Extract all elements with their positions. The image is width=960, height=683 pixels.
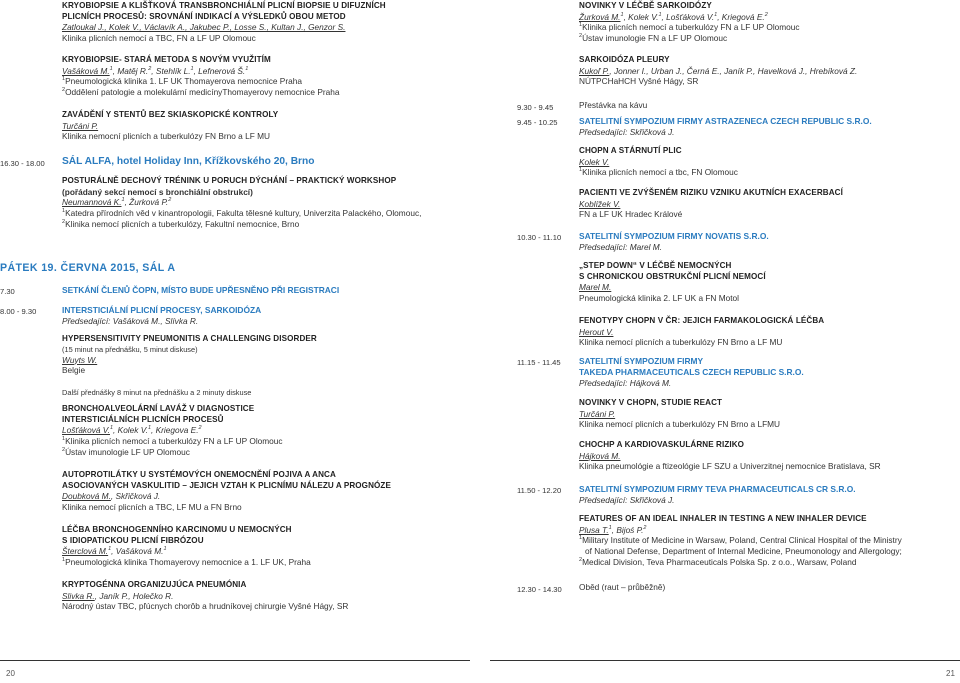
author-sup: 1: [190, 65, 194, 72]
talk-title: CHOPN A STÁRNUTÍ PLIC: [579, 146, 682, 155]
author: Vašáková M.: [62, 65, 110, 76]
author-sup: 2: [168, 197, 172, 204]
author-sup: 1: [163, 546, 167, 553]
talk-authors: Turčáni P.: [62, 120, 99, 131]
session-time: 10.30 - 11.10: [517, 233, 562, 242]
talk-authors: [62, 546, 470, 557]
aff-text: Klinika plicních nemocí a tbc, FN Olomouc: [582, 167, 738, 178]
aff-text: Klinika plicních nemocí a tuberkulózy FN a LF UP Olomouc: [65, 435, 283, 446]
talk-title: PACIENTI VE ZVÝŠENÉM RIZIKU VZNIKU AKUTNÍCH EXACERBACÍ: [579, 188, 843, 197]
talk-title: BRONCHOALVEOLÁRNÍ LAVÁŽ V DIAGNOSTICE: [62, 404, 255, 413]
aff-sup: 2: [62, 87, 66, 94]
author-sup: 2: [643, 524, 647, 531]
session-novartis: [579, 231, 957, 253]
talk-authors: Turčáni P.: [579, 408, 616, 419]
author-sup: 2: [198, 425, 202, 432]
aff-sup: 1: [579, 535, 583, 542]
aff-text: Oddělení patologie a molekulární medicínyThomayerovy nemocnice Praha: [65, 87, 340, 98]
author: , Kolek V.: [113, 425, 148, 436]
talk-title: POSTURÁLNĚ DECHOVÝ TRÉNINK U PORUCH DÝCHÁNÍ – PRAKTICKÝ WORKSHOP: [62, 176, 397, 185]
author: Žurková M.: [579, 11, 621, 22]
venue-heading: SÁL ALFA, hotel Holiday Inn, Křížkovského 20, Brno: [62, 156, 315, 167]
talk-step-down: [579, 261, 957, 304]
session-time: 9.45 - 10.25: [517, 118, 558, 127]
talk-hypersensitivity: [62, 334, 470, 376]
lunch-break: Oběd (raut – průběžně): [579, 582, 666, 592]
talk-affiliation: Klinika nemocí plicních a TBC, LF MU a FN Brno: [62, 501, 242, 512]
talk-authors: Wuyts W.: [62, 354, 98, 365]
aff-sup: 2: [62, 447, 66, 454]
talk-authors: [579, 66, 957, 77]
talk-affiliation: [62, 447, 470, 458]
author-sup: 1: [108, 546, 112, 553]
author: Doubková M.: [62, 491, 111, 502]
talk-authors: [62, 591, 470, 602]
author: , Stehlík L.: [151, 65, 191, 76]
author-sup: 2: [148, 65, 152, 72]
session-chair: Předsedající: Skřičková J.: [579, 495, 675, 505]
aff-text: Katedra přírodních věd v kinantropologii, Fakulta tělesné kultury, Univerzita Palackého, Olomouc,: [65, 208, 422, 219]
author-sup: 1: [658, 11, 662, 18]
footer-rule: [0, 660, 470, 661]
talk-authors: [579, 12, 957, 23]
talk-affiliation: Klinika nemocní plicních a tuberkulózy FN Brno a LF MU: [62, 131, 270, 142]
author: Kukoľ P.: [579, 65, 610, 76]
session-title: SATELITNÍ SYMPOZIUM FIRMY TEVA PHARMACEUTICALS CR S.R.O.: [579, 484, 856, 494]
talk-affiliation: NÚTPCHaHCH Vyšné Hágy, SR: [579, 76, 699, 87]
author-sup: 1: [714, 11, 718, 18]
author: , Skřičková J.: [110, 491, 161, 502]
author: , Jonner I., Urban J., Černá E., Janík P., Havelková J., Hrebíková Z.: [609, 65, 858, 76]
author: , Matěj R.: [112, 65, 149, 76]
coffee-break: Přestávka na kávu: [579, 100, 648, 110]
author: , Kolek V.: [623, 11, 659, 22]
page-number: 20: [6, 669, 15, 678]
session-title: SATELITNÍ SYMPOZIUM FIRMY: [579, 356, 704, 366]
talk-affiliation: Klinika pneumológie a ftizeológie LF SZU a Univerzitnej nemocnice Bratislava, SR: [579, 461, 881, 472]
aff-text: Klinika plicních nemocí a tuberkulózy FN a LF UP Olomouc: [582, 22, 800, 33]
aff-sup: 2: [579, 33, 583, 40]
session-time: 12.30 - 14.30: [517, 585, 562, 594]
session-title: SATELITNÍ SYMPOZIUM FIRMY ASTRAZENECA CZECH REPUBLIC S.R.O.: [579, 116, 872, 126]
aff-sup: 1: [579, 22, 583, 29]
aff-text: Klinika nemocí plicních a tuberkulózy, Fakultní nemocnice, Brno: [65, 218, 300, 229]
talk-affiliation: FN a LF UK Hradec Králové: [579, 209, 683, 220]
session-astrazeneca: [579, 116, 957, 138]
aff-text: Ústav imunologie FN a LF UP Olomouc: [582, 33, 728, 44]
talk-title: PLICNÍCH PROCESŮ: SROVNÁNÍ INDIKACÍ A VÝSLEDKŮ OBOU METOD: [62, 11, 346, 21]
talk-authors: Marel M.: [579, 282, 612, 293]
talk-authors: [62, 491, 470, 502]
talk-affiliation: [579, 557, 957, 568]
talk-title: NOVINKY V CHOPN, STUDIE REACT: [579, 398, 723, 407]
aff-text: Military Institute of Medicine in Warsaw, Poland, Central Clinical Hospital of the Ministry: [582, 535, 902, 546]
talk-copd-phenotypes: [579, 316, 957, 348]
session-interstitial: [62, 305, 470, 327]
talk-affiliation: of National Defense, Department of Internal Medicine, Pneumonology and Allergology;: [585, 546, 902, 557]
talk-affiliation: Klinika plicních nemocí a TBC, FN a LF UP Olomouc: [62, 32, 256, 43]
session-title: TAKEDA PHARMACEUTICALS CZECH REPUBLIC S.R.O.: [579, 367, 804, 377]
aff-sup: 2: [62, 219, 66, 226]
talk-title: CHOCHP A KARDIOVASKULÁRNE RIZIKO: [579, 440, 745, 449]
author: , Bijoś P.: [611, 524, 644, 535]
author: , Kriegova E.: [151, 425, 199, 436]
talk-title: S IDIOPATICKOU PLICNÍ FIBRÓZOU: [62, 535, 204, 545]
session-time: 11.15 - 11.45: [517, 358, 561, 367]
talk-affiliation: Národný ústav TBC, pľúcnych chorôb a hrudníkovej chirurgie Vyšné Hágy, SR: [62, 601, 349, 612]
talk-title: INTERSTICIÁLNÍCH PLICNÍCH PROCESŮ: [62, 414, 224, 424]
author: Šterclová M.: [62, 546, 109, 557]
session-takeda: [579, 356, 957, 389]
author: , Janík P., Holečko R.: [94, 590, 174, 601]
author: Slivka R.: [62, 590, 95, 601]
talk-affiliation: [579, 167, 957, 178]
aff-sup: 1: [62, 557, 66, 564]
talk-copd-aging: [579, 146, 957, 178]
talk-affiliation: [579, 33, 957, 44]
talk-affiliation: [62, 557, 470, 568]
session-chair: Předsedající: Vašáková M., Slívka R.: [62, 316, 199, 326]
talk-title: NOVINKY V LÉČBĚ SARKOIDÓZY: [579, 1, 712, 10]
session-teva: [579, 484, 957, 506]
aff-sup: 1: [62, 208, 66, 215]
aff-sup: 1: [62, 436, 66, 443]
author: , Kriegová E.: [717, 11, 765, 22]
talk-authors: Kolek V.: [579, 156, 610, 167]
talk-bronchogenic-carcinoma: [62, 525, 470, 568]
talk-cryptogenic-pneumonia: [62, 580, 470, 612]
talk-affiliation: [62, 219, 470, 230]
talk-affiliation: Pneumologická klinika 2. LF UK a FN Motol: [579, 292, 740, 303]
author: Lošťáková V.: [62, 425, 110, 436]
talk-title: S CHRONICKOU OBSTRUKČNÍ PLICNÍ NEMOCÍ: [579, 271, 766, 281]
talk-affiliation: Klinika nemocí plicních a tuberkulózy FN Brno a LF MU: [579, 337, 783, 348]
page-number: 21: [946, 669, 955, 678]
talk-subtitle: (pořádaný sekcí nemocí s bronchiální obstrukcí): [62, 186, 253, 197]
session-time: 16.30 - 18.00: [0, 159, 45, 168]
talk-authors: Koblížek V.: [579, 198, 621, 209]
session-title: SATELITNÍ SYMPOZIUM FIRMY NOVATIS S.R.O.: [579, 231, 769, 241]
talk-affiliation: Belgie: [62, 365, 86, 376]
talk-title: KRYOBIOPSIE A KLIŠŤKOVÁ TRANSBRONCHIÁLNÍ PLICNÍ BIOPSIE U DIFUZNÍCH: [62, 1, 386, 10]
talk-title: HYPERSENSITIVITY PNEUMONITIS A CHALLENGING DISORDER: [62, 334, 317, 343]
aff-text: Pneumologická klinika 1. LF UK Thomayerova nemocnice Praha: [65, 76, 302, 87]
talk-affiliation: [579, 535, 957, 546]
session-title: SETKÁNÍ ČLENŮ ČOPN, MÍSTO BUDE UPŘESNĚNO PŘI REGISTRACI: [62, 285, 340, 295]
session-chair: Předsedající: Hájková M.: [579, 378, 672, 388]
talk-exacerbation-risk: [579, 188, 957, 220]
aff-sup: 2: [579, 557, 583, 564]
talk-title: SARKOIDÓZA PLEURY: [579, 55, 670, 64]
talk-bal: [62, 404, 470, 458]
session-time: 7.30: [0, 287, 15, 296]
talk-title: ASOCIOVANÝCH VASKULITID – JEJICH VZTAH K PLICNÍMU NÁLEZU A PROGNÓZE: [62, 480, 391, 490]
talk-title: KRYOBIOPSIE- STARÁ METODA S NOVÝM VYUŽITÍM: [62, 55, 271, 64]
author-sup: 1: [147, 425, 152, 432]
aff-sup: 1: [579, 167, 583, 174]
author-sup: 2: [764, 11, 768, 18]
author-sup: 1: [121, 197, 125, 204]
talk-affiliation: [62, 208, 470, 219]
author: , Žurková P.: [124, 197, 169, 208]
author: , Lošťáková V.: [661, 11, 715, 22]
talk-subtitle: (15 minut na přednášku, 5 minut diskuse): [62, 344, 198, 354]
session-time: 9.30 - 9.45: [517, 103, 554, 112]
author: , Lefnerová Š.: [193, 65, 246, 76]
talk-authors: [579, 525, 957, 536]
talk-kryobiopsie-comparison: [62, 1, 470, 44]
talk-y-stents: [62, 110, 470, 142]
session-chair: Předsedající: Skřičková J.: [579, 127, 675, 137]
talk-title: AUTOPROTILÁTKY U SYSTÉMOVÝCH ONEMOCNĚNÍ POJIVA A ANCA: [62, 470, 336, 479]
author-sup: 1: [608, 524, 612, 531]
session-time: 11.50 - 12.20: [517, 486, 562, 495]
aff-text: Medical Division, Teva Pharmaceuticals Polska Sp. z o.o., Warsaw, Poland: [582, 556, 857, 567]
talk-title: „STEP DOWN“ V LÉČBĚ NEMOCNÝCH: [579, 261, 732, 270]
talk-title: LÉČBA BRONCHOGENNÍHO KARCINOMU U NEMOCNÝCH: [62, 525, 292, 534]
talk-authors: [62, 425, 470, 436]
talk-cardio-risk: [579, 440, 957, 472]
session-title: INTERSTICIÁLNÍ PLICNÍ PROCESY, SARKOIDÓZA: [62, 305, 262, 315]
talk-title: KRYPTOGÉNNA ORGANIZUJÚCA PNEUMÓNIA: [62, 580, 247, 589]
aff-text: Ústav imunologie LF UP Olomouc: [65, 446, 190, 457]
talk-affiliation: [62, 76, 470, 87]
talk-pleural-sarcoidosis: [579, 55, 957, 87]
day-heading: PÁTEK 19. ČERVNA 2015, SÁL A: [0, 262, 176, 274]
aff-text: Pneumologická klinika Thomayerovy nemocnice a 1. LF UK, Praha: [65, 556, 311, 567]
author-sup: 1: [109, 65, 113, 72]
talk-ideal-inhaler: [579, 514, 957, 568]
author: Neumannová K.: [62, 197, 122, 208]
session-time: 8.00 - 9.30: [0, 307, 37, 316]
talk-authors: Herout V.: [579, 326, 614, 337]
talk-breathing-workshop: [62, 176, 470, 230]
footer-rule: [490, 660, 960, 661]
talk-autoantibodies: [62, 470, 470, 513]
talk-affiliation: [579, 22, 957, 33]
talk-authors: [62, 197, 470, 208]
talk-title: ZAVÁDĚNÍ Y STENTŮ BEZ SKIASKOPICKÉ KONTROLY: [62, 110, 279, 119]
talk-kryobiopsie-new-use: [62, 55, 470, 98]
author-sup: 1: [245, 65, 249, 72]
talk-authors: Zatloukal J., Kolek V., Václavík A., Jakubec P., Losse S., Kultan J., Genzor S.: [62, 22, 346, 33]
talk-title: FENOTYPY CHOPN V ČR: JEJICH FARMAKOLOGICKÁ LÉČBA: [579, 316, 825, 325]
author: , Vašáková M.: [111, 546, 164, 557]
talk-title: FEATURES OF AN IDEAL INHALER IN TESTING A NEW INHALER DEVICE: [579, 514, 867, 523]
session-note: Další přednášky 8 minut na přednášku a 2 minuty diskuse: [62, 388, 252, 397]
author-sup: 1: [109, 425, 114, 432]
aff-sup: 1: [62, 76, 66, 83]
talk-react-study: [579, 398, 957, 430]
talk-affiliation: Klinika nemocí plicních a tuberkulózy FN Brno a LFMU: [579, 419, 781, 430]
talk-affiliation: [62, 87, 470, 98]
talk-affiliation: [62, 436, 470, 447]
talk-sarcoidosis-news: [579, 1, 957, 44]
talk-authors: Hájková M.: [579, 450, 621, 461]
author: Plusa T.: [579, 524, 609, 535]
author-sup: 1: [620, 11, 624, 18]
talk-authors: [62, 66, 470, 77]
session-chair: Předsedající: Marel M.: [579, 242, 662, 252]
